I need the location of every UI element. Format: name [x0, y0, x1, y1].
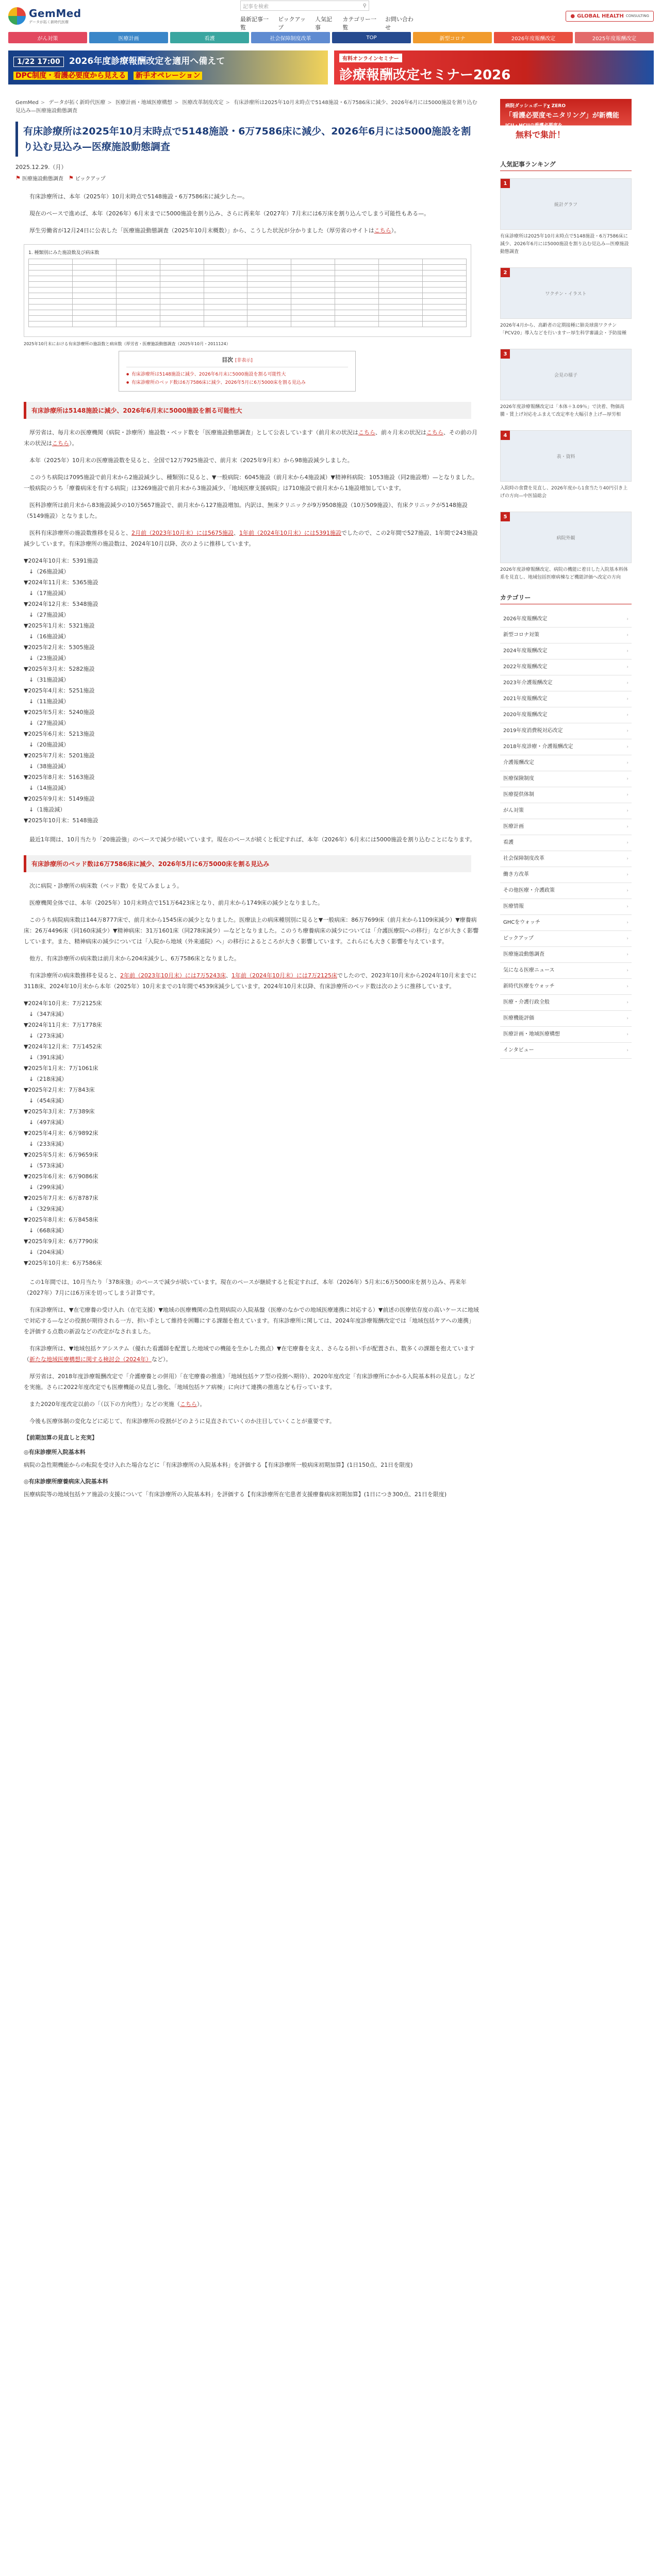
ranking-thumbnail — [500, 512, 632, 563]
cat-nav-item[interactable]: 2026年度報酬改定 — [494, 32, 573, 43]
category-label: 医療情報 — [503, 904, 524, 909]
paragraph: 他方、有床診療所の病床数は前月末から204床減少し、6万7586床となりました。 — [29, 955, 240, 962]
related-item-title: ◎有床診療所療養病床入院基本料 — [24, 1478, 108, 1485]
site-header — [0, 0, 662, 32]
chevron-right-icon: › — [626, 649, 628, 654]
chevron-right-icon: › — [626, 936, 628, 941]
breadcrumb-current: 有床診療所は2025年10月末時点で5148施設・6万7586床に減少、2026年6月には5000施設を割り込む見込み—医療施設動態調査 — [15, 100, 477, 114]
paragraph: 有床診療所は、▼地域包括ケアシステム（優れた看護師を配置した地域での機能を生かした拠点）▼在宅療養を支え、さらなる担い手が配置され、数多くの課題を抱えています（新たな地域医療構想に関する検討会（2024年）など）。 — [24, 1345, 475, 1363]
article-main — [15, 99, 479, 1506]
ranking-title: 入院時の食費を見直し、2026年度から1食当たり40円引き上げの方向—中医協総会 — [500, 486, 628, 499]
bed-trend-row: ▼2024年12月末：7万1452床 — [24, 1043, 102, 1050]
category-label: 2023年介護報酬改定 — [503, 680, 553, 686]
bed-trend-row: ▼2024年11月末：7万1778床 — [24, 1022, 102, 1028]
paragraph: 本年（2025年）10月末の医療施設数を見ると、全国で12万7925施設で、前月末（2025年9月末）から98施設減少しました。 — [29, 457, 353, 464]
site-logo[interactable] — [8, 7, 117, 25]
chevron-right-icon: › — [626, 728, 628, 734]
category-label: 医療保険制度 — [503, 776, 534, 782]
paragraph: 現在のペースで進めば、本年（2026年）6月末までに5000施設を割り込み、さらに再来年（2027年）7月末には6万床を割り込んでしまう可能性もある—。 — [29, 210, 430, 217]
category-label: 気になる医療ニュース — [503, 968, 555, 973]
category-list-item[interactable] — [500, 675, 632, 691]
cat-nav-item[interactable]: 社会保障制度改革 — [251, 32, 330, 43]
facility-trend-diff: ↓（26施設減） — [29, 568, 70, 575]
facility-trend-row: ▼2024年10月末：5391施設 — [24, 557, 98, 564]
category-list-item[interactable] — [500, 803, 632, 819]
chevron-right-icon: › — [626, 872, 628, 877]
category-heading: カテゴリー — [500, 593, 632, 604]
promo-banners — [0, 44, 662, 91]
paragraph: 医科有床診療所の施設数推移を見ると、2月前（2023年10月末）には5675施設、1年前（2024年10月末）には5391施設でしたので、この2年間で527施設、1年間で243施設減少しています。有床診療所の施設数は、2024年10月以降、次のように推移しています。 — [24, 530, 478, 547]
nav-pickup[interactable]: ピックアップ — [278, 16, 306, 31]
facility-trend-diff: ↓（27施設減） — [29, 612, 70, 618]
paragraph: 厚生労働省が12月24日に公表した「医療施設動態調査（2025年10月末概数）」から、こうした状況が分かりました（厚労省のサイトはこちら）。 — [29, 227, 400, 234]
chevron-right-icon: › — [626, 713, 628, 718]
category-label: がん対策 — [503, 808, 524, 814]
category-list-item[interactable] — [500, 643, 632, 659]
bed-trend-row: ▼2025年6月末：6万9086床 — [24, 1173, 98, 1180]
search-icon[interactable]: ⚲ — [362, 3, 367, 9]
nav-contact[interactable]: お問い合わせ — [385, 16, 413, 31]
post-date: 2025.12.29.（月） — [15, 164, 67, 171]
logo-title: GemMed — [29, 7, 81, 20]
tag-label: 医療施設動態調査 — [22, 176, 63, 182]
paragraph: 有床診療所の病床数推移を見ると、2年前（2023年10月末）には7万5243床、1年前（2024年10月末）には7万2125床でしたので、2023年10月末から2024年10月末までに3118床、2024年10月末から本年（2025年）10月末までの1年間で4539床減少しています。2024年10月末以降、有床診療所のベッド数は次のように推移しています。 — [24, 972, 477, 990]
category-label: 2020年度報酬改定 — [503, 712, 548, 718]
chevron-right-icon: › — [626, 952, 628, 957]
nav-latest[interactable]: 最新記事一覧 — [240, 16, 269, 31]
category-label: GHCをウォッチ — [503, 920, 540, 925]
bed-trend-diff: ↓（573床減） — [29, 1162, 68, 1169]
category-label: 2021年度報酬改定 — [503, 696, 548, 702]
facility-trend-diff: ↓（16施設減） — [29, 633, 70, 640]
paragraph: 病院の急性期機能からの転院を受け入れた場合などに「有床診療所の入院基本料」を評価する【有床診療所一般病床初期加算】(1日150点、21日を限度) — [24, 1462, 413, 1468]
bed-trend-row: ▼2025年1月末：7万1061床 — [24, 1065, 98, 1072]
category-label: 2024年度報酬改定 — [503, 648, 548, 654]
banner-date: 1/22 17:00 — [13, 57, 64, 67]
category-list-item[interactable] — [500, 1043, 632, 1059]
bed-trend-diff: ↓（497床減） — [29, 1119, 68, 1126]
bed-trend-row: ▼2025年9月末：6万7790床 — [24, 1238, 98, 1245]
facility-trend-diff: ↓（14施設減） — [29, 785, 70, 791]
tag-list — [15, 174, 479, 182]
tag-icon: ⚑ — [15, 175, 21, 181]
paragraph: 医療病院等の地域包括ケア施設の支援について「有床診療所の入院基本料」を評価する【有床診療所在宅患者支援療養病床初期加算】(1日につき300点、21日を限度) — [24, 1491, 447, 1498]
prev3-month-link[interactable]: こちら — [52, 440, 69, 447]
category-label: 新時代医療をウォッチ — [503, 984, 555, 989]
nav-categories[interactable]: カテゴリー一覧 — [342, 16, 376, 31]
category-label: 医療提供体制 — [503, 792, 534, 798]
facility-trend-diff: ↓（38施設減） — [29, 763, 70, 770]
chevron-right-icon: › — [626, 617, 628, 622]
facility-trend-row: ▼2025年8月末：5163施設 — [24, 774, 95, 781]
breadcrumb-item[interactable]: 医療計画・地域医療構想 — [115, 100, 172, 106]
ranking-thumbnail — [500, 430, 632, 482]
category-list-item[interactable] — [500, 899, 632, 915]
cat-nav-item[interactable]: がん対策 — [8, 32, 87, 43]
chevron-right-icon: › — [626, 904, 628, 909]
bed-trend-diff: ↓（273床減） — [29, 1032, 68, 1039]
category-list-item[interactable] — [500, 883, 632, 899]
banner-subtitle — [13, 70, 323, 80]
banner-sub-a: DPC制度・看護必要度から見える — [13, 72, 128, 80]
category-label: インタビュー — [503, 1047, 534, 1053]
bed-trend-diff: ↓（454床減） — [29, 1097, 68, 1104]
bed-trend-list — [15, 998, 479, 1268]
ranking-thumbnail — [500, 267, 632, 319]
category-list-item[interactable] — [500, 963, 632, 979]
sidebar-banner-badge: ICU・HCUの看護必要度を — [505, 123, 562, 128]
breadcrumb-item[interactable]: 医療改革制度改定 — [182, 100, 224, 106]
category-nav — [0, 32, 662, 44]
facility-trend-row: ▼2025年10月末：5148施設 — [24, 817, 98, 824]
category-list-item[interactable] — [500, 915, 632, 931]
chevron-right-icon: › — [626, 856, 628, 861]
category-label: 2026年度報酬改定 — [503, 616, 548, 622]
bed-trend-row: ▼2025年5月末：6万9659床 — [24, 1151, 98, 1158]
tag-link[interactable] — [15, 174, 63, 182]
global-health-link[interactable] — [566, 11, 654, 22]
facility-trend-row: ▼2025年4月末：5251施設 — [24, 687, 95, 694]
bed-trend-diff: ↓（218床減） — [29, 1076, 68, 1082]
category-label: 2022年度報酬改定 — [503, 664, 548, 670]
chevron-right-icon: › — [626, 792, 628, 798]
breadcrumb-item[interactable]: データが拓く新時代医療 — [48, 100, 106, 106]
ranking-number: 2 — [501, 268, 510, 277]
category-label: 医療機能評価 — [503, 1015, 534, 1021]
facility-trend-diff: ↓（20施設減） — [29, 741, 70, 748]
prev-month-link[interactable]: こちら — [358, 429, 375, 436]
category-list-item[interactable] — [500, 771, 632, 787]
cat-nav-item[interactable]: 医療計画 — [89, 32, 168, 43]
ranking-title: 有床診療所は2025年10月末時点で5148施設・6万7586床に減少、2026年6月には5000施設を割り込む見込み—医療施設動態調査 — [500, 234, 629, 255]
category-list-item[interactable] — [500, 979, 632, 995]
banner-sub-b: 新手オペレーション — [134, 72, 202, 80]
bed-trend-row: ▼2025年10月末：6万7586床 — [24, 1260, 102, 1266]
ranking-title: 2026年度診療報酬改定は「本体＋3.09％」で決着、物価高騰・賃上げ対応をふまえて改定率を大幅引き上げ—厚労相 — [500, 404, 624, 417]
thumbnail-label: 病院外観 — [556, 535, 575, 541]
ranking-thumbnail — [500, 349, 632, 400]
tag-link[interactable] — [69, 174, 106, 182]
category-label: 医療・介護行政全般 — [503, 999, 550, 1005]
ranking-number: 5 — [501, 512, 510, 521]
ranking-item[interactable] — [500, 430, 632, 500]
prev2-month-link[interactable]: こちら — [426, 429, 443, 436]
chevron-right-icon: › — [626, 824, 628, 829]
bed-trend-row: ▼2024年10月末：7万2125床 — [24, 1000, 102, 1007]
category-label: 介護報酬改定 — [503, 760, 534, 766]
related-heading: 【前期加算の見直しと充実】 — [24, 1434, 97, 1441]
nav-popular[interactable]: 人気記事 — [315, 16, 333, 31]
bed-trend-diff: ↓（299床減） — [29, 1184, 68, 1191]
section-heading-facilities: 有床診療所は5148施設に減少、2026年6月末に5000施設を割る可能性大 — [24, 402, 471, 419]
ranking-item[interactable] — [500, 349, 632, 419]
sidebar — [500, 99, 632, 1506]
thumbnail-label: 統計グラフ — [554, 202, 577, 208]
logo-mark — [8, 7, 26, 25]
bed-trend-diff: ↓（233床減） — [29, 1141, 68, 1147]
chevron-right-icon: › — [626, 840, 628, 845]
category-list-item[interactable] — [500, 1011, 632, 1027]
ranking-number: 1 — [501, 179, 510, 188]
global-health-label: GLOBAL HEALTH — [577, 13, 624, 19]
category-list-item[interactable] — [500, 659, 632, 675]
chevron-right-icon: › — [626, 665, 628, 670]
chevron-right-icon: › — [626, 968, 628, 973]
category-list-item[interactable] — [500, 628, 632, 643]
facility-trend-row: ▼2025年3月末：5282施設 — [24, 666, 95, 672]
facility-trend-row: ▼2025年6月末：5213施設 — [24, 731, 95, 737]
related-item-title: ◎有床診療所入院基本料 — [24, 1449, 86, 1455]
category-label: 2019年度消費税対応改定 — [503, 728, 563, 734]
sidebar-banner-title: 「看護必要度モニタリング」が新機能 — [505, 112, 619, 120]
category-list-item[interactable] — [500, 707, 632, 723]
paragraph: また2020年度改定以前の「（以下の方向性）」などの実施（こちら）。 — [29, 1401, 206, 1408]
bed-trend-diff: ↓（347床減） — [29, 1011, 68, 1018]
facility-trend-diff: ↓（11施設減） — [29, 698, 70, 705]
paragraph: 有床診療所は、▼在宅療養の受け入れ（在宅支援）▼地域の医療機関の急性期病院の入院基盤（医療のなかでの地域医療連携に対応する）▼前述の医療依存度の高いケースに地域で対応する—などの役割が期待される一方、担い手として維持を困難にする課題を抱えています。有床診療所に関しては、2024年度診療報酬改定では「地域包括ケアへの連携」を評価する点数の新設などの改定がなされました。 — [24, 1307, 479, 1335]
reference-link[interactable]: こちら — [180, 1401, 197, 1408]
chevron-right-icon: › — [626, 697, 628, 702]
chevron-right-icon: › — [626, 1000, 628, 1005]
ranking-number: 3 — [501, 349, 510, 359]
facility-trend-row: ▼2025年1月末：5321施設 — [24, 622, 95, 629]
cat-nav-item[interactable]: 新型コロナ — [413, 32, 492, 43]
ranking-item[interactable] — [500, 512, 632, 582]
search-input[interactable]: 記事を検索 — [243, 4, 269, 10]
category-list-item[interactable] — [500, 835, 632, 851]
facility-trend-diff: ↓（1施設減） — [29, 806, 66, 813]
category-list-item[interactable] — [500, 819, 632, 835]
category-list-item[interactable] — [500, 739, 632, 755]
ranking-item[interactable] — [500, 267, 632, 337]
thumbnail-label: 表・資料 — [556, 454, 575, 460]
paragraph: この1年間では、10月当たり「378床強」のペースで減少が続いています。現在のペースが継続すると仮定すれば、本年（2026年）5月末に6万5000床を割り込み、再来年（2027年）7月には6万床を切ってしまう計算です。 — [24, 1279, 467, 1296]
bed-trend-row: ▼2025年3月末：7万389床 — [24, 1108, 95, 1115]
toc-item[interactable]: ● 有床診療所は5148施設に減少、2026年6月末に5000施設を割る可能性大 — [126, 370, 348, 379]
chevron-right-icon: › — [626, 1032, 628, 1037]
history-link[interactable]: 2年前（2023年10月末）には7万5243床 — [120, 972, 226, 979]
category-list-item[interactable] — [500, 867, 632, 883]
category-list-item[interactable] — [500, 787, 632, 803]
seminar-banner-left[interactable] — [8, 50, 328, 84]
cat-nav-item[interactable]: TOP — [332, 32, 411, 43]
bed-trend-diff: ↓（204床減） — [29, 1249, 68, 1256]
bed-trend-row: ▼2025年4月末：6万9892床 — [24, 1130, 98, 1137]
bed-trend-diff: ↓（391床減） — [29, 1054, 68, 1061]
facility-trend-row: ▼2025年2月末：5305施設 — [24, 644, 95, 651]
banner-title: 2026年度診療報酬改定を適用へ備えて — [69, 56, 225, 66]
tag-label: ピックアップ — [75, 176, 106, 182]
ranking-thumbnail — [500, 178, 632, 230]
facility-trend-row: ▼2024年11月末：5365施設 — [24, 579, 98, 586]
dashboard-banner[interactable] — [500, 99, 632, 143]
bed-trend-row: ▼2025年7月末：6万8787床 — [24, 1195, 98, 1201]
toc-toggle[interactable]: [非表示] — [235, 358, 253, 363]
facility-trend-row: ▼2024年12月末：5348施設 — [24, 601, 98, 607]
cat-nav-item[interactable]: 看護 — [170, 32, 249, 43]
paragraph: このうち病院病床数は144万8777床で、前月末から1545床の減少となりました。医療法上の病床種別別に見ると▼一般病床：86万7699床（前月末から1109床減少）▼療養病床：26万4496床（同160床減少）▼精神病床：31万1601床（同278床減少）—などとなりました。このうち療養病床の減少については「介護医療院への移行」などが大きく影響しています。また、精神病床の減少については「入院から地域（外来通院）へ」の移行によるところが大きく影響しています。これらにも大きく影響を与えています。 — [24, 917, 479, 945]
category-label: 社会保障制度改革 — [503, 856, 544, 861]
ranking-list — [500, 178, 632, 582]
facility-trend-row: ▼2025年9月末：5149施設 — [24, 795, 95, 802]
ranking-title: 2026年4月から、高齢者の定期接種に肺炎球菌ワクチン「PCV20」導入などを行いますー厚生科学審議会・予防接種 — [500, 323, 627, 336]
study-link[interactable]: 新たな地域医療構想に関する検討会（2024年） — [29, 1356, 152, 1363]
category-label: 医療施設動態調査 — [503, 952, 544, 957]
paragraph: 厚労省は、2018年度診療報酬改定で「介護療養との併用）「在宅療養の推進）「地域包括ケア型の役割へ期待）、2020年度改定「有床診療所にかかる入院基本料の見直し」などを実施。さらに2022年度改定でも医療機能の見直し強化、「地域包括ケア病棟」に向けて連携の推進なども行っています。 — [24, 1373, 475, 1391]
ranking-item[interactable] — [500, 178, 632, 256]
paragraph: 有床診療所は、本年（2025年）10月末時点で5148施設・6万7586床に減少した—。 — [29, 193, 248, 200]
bed-trend-diff: ↓（668床減） — [29, 1227, 68, 1234]
breadcrumb: GemMed > データが拓く新時代医療 > 医療計画・地域医療構想 > 医療改革制度改定 > 有床診療所は2025年10月末時点で5148施設・6万7586床に減少、2026年6月には5000施設を割り込む見込み—医療施設動態調査 — [15, 100, 477, 114]
figure-title: 1. 種類別にみた施設数及び病床数 — [28, 250, 100, 256]
search-area — [240, 1, 416, 31]
paragraph: 医科診療所は前月末から83施設減少の10万5657施設で、前月末から127施設増加。内訳は、無床クリニックが9万9508施設（10万509施設）、有床クリニックが5148施設（5149施設）となりました。 — [24, 502, 468, 519]
seminar-banner-right[interactable] — [334, 50, 654, 84]
paragraph: 医療機関全体では、本年（2025年）10月末時点で151万6423床となり、前月末から1749床の減少となりました。 — [29, 900, 323, 906]
sidebar-banner-free: 無料で集計！ — [516, 130, 566, 140]
category-label: 医療計画 — [503, 824, 524, 829]
chevron-right-icon: › — [626, 984, 628, 989]
facility-trend-diff: ↓（17施設減） — [29, 590, 70, 597]
paragraph: 次に病院・診療所の病床数（ベッド数）を見てみましょう。 — [29, 883, 183, 889]
chevron-right-icon: › — [626, 760, 628, 766]
paragraph: 厚労省は、毎月末の医療機関（病院・診療所）施設数・ベッド数を「医療施設動態調査」として公表しています（前月末の状況はこちら、前々月末の状況はこちら、その前の月末の状況はこちら）。 — [24, 429, 477, 447]
facility-trend-diff: ↓（27施設減） — [29, 720, 70, 726]
paragraph: このうち病院は7095施設で前月末から2施設減少し、種類別に見ると、▼一般病院：6045施設（前月末から4施設減）▼精神科病院：1053施設（同2施設増）—となりました。一般病院のうち「療養病床を有する病院」は3269施設で前月末から3施設減少、「地域医療支援病院」は710施設で前月末から1施設増加しています。 — [24, 474, 478, 492]
category-label: 新型コロナ対策 — [503, 632, 539, 638]
facility-trend-list — [15, 555, 479, 826]
statistics-table — [28, 259, 467, 327]
chevron-right-icon: › — [626, 920, 628, 925]
table-of-contents — [119, 351, 356, 392]
category-label: ピックアップ — [503, 936, 534, 941]
paragraph: 今後も医療体制の変化などに応じて、有床診療所の役割がどのように見直されていくのか注目していくことが重要です。 — [29, 1418, 335, 1425]
top-nav — [240, 15, 416, 31]
category-list-item[interactable] — [500, 947, 632, 963]
global-health-icon: ● — [570, 13, 575, 19]
banner-right-title: 診療報酬改定セミナー2026 — [339, 67, 511, 83]
statistics-figure — [24, 244, 471, 337]
logo-subtitle: データが拓く新時代医療 — [29, 20, 69, 24]
bed-trend-diff: ↓（329床減） — [29, 1206, 68, 1212]
thumbnail-label: ワクチン・イラスト — [545, 291, 587, 297]
section-heading-beds: 有床診療所のベッド数は6万7586床に減少、2026年5月に6万5000床を割る見込み — [24, 855, 471, 872]
tag-icon: ⚑ — [68, 175, 74, 181]
category-label: 2018年度診療・介護報酬改定 — [503, 744, 573, 750]
global-health-sub: CONSULTING — [625, 14, 649, 18]
thumbnail-label: 会見の様子 — [554, 372, 577, 378]
category-list-item[interactable] — [500, 612, 632, 628]
cat-nav-item[interactable]: 2025年度報酬改定 — [575, 32, 654, 43]
chevron-right-icon: › — [626, 1016, 628, 1021]
category-list-item[interactable] — [500, 851, 632, 867]
facility-trend-row: ▼2025年5月末：5240施設 — [24, 709, 95, 716]
history-link[interactable]: 1年前（2024年10月末）には5391施設 — [239, 530, 341, 536]
category-list-item[interactable] — [500, 995, 632, 1011]
toc-item[interactable]: ● 有床診療所のベッド数は6万7586床に減少、2026年5月に6万5000床を割る見込み — [126, 379, 348, 387]
search-box[interactable] — [240, 1, 369, 11]
ranking-title: 2026年度診療報酬改定、病院の機能に着目した入院基本料体系を見直し、地域包括医療病棟など機能評価へ改定の方向 — [500, 567, 628, 580]
category-list-item[interactable] — [500, 723, 632, 739]
sidebar-banner-top: 病院ダッシュボードχ ZERO — [505, 104, 566, 109]
facility-trend-diff: ↓（31施設減） — [29, 676, 70, 683]
toc-heading: 目次 [非表示] — [126, 355, 348, 367]
history-link[interactable]: 1年前（2024年10月末）には7万2125床 — [231, 972, 337, 979]
paragraph: 最近1年間は、10月当たり「20施設強」のペースで減少が続いています。現在のペースが続くと仮定すれば、本年（2026年）6月末には5000施設を割り込むことになります。 — [29, 836, 476, 843]
article-title: 有床診療所は2025年10月末時点で5148施設・6万7586床に減少、2026年6月には5000施設を割り込む見込み—医療施設動態調査 — [15, 122, 479, 157]
figure-caption: 2025年10月末における有床診療所の施設数と病床数（厚労省・医療施設動態調査（2025年10月・2011124） — [24, 342, 230, 346]
chevron-right-icon: › — [626, 888, 628, 893]
category-label: その他医療・介護政策 — [503, 888, 555, 893]
category-list — [500, 612, 632, 1059]
category-label: 看護 — [503, 840, 514, 845]
bed-trend-row: ▼2025年8月末：6万8458床 — [24, 1216, 98, 1223]
category-list-item[interactable] — [500, 931, 632, 947]
category-label: 働き方改革 — [503, 872, 529, 877]
facility-trend-diff: ↓（23施設減） — [29, 655, 70, 662]
banner-right-top: 有料オンラインセミナー — [339, 54, 402, 62]
chevron-right-icon: › — [626, 808, 628, 814]
category-list-item[interactable] — [500, 755, 632, 771]
chevron-right-icon: › — [626, 744, 628, 750]
category-list-item[interactable] — [500, 1027, 632, 1043]
chevron-right-icon: › — [626, 1048, 628, 1053]
bed-trend-row: ▼2025年2月末：7万843床 — [24, 1087, 95, 1093]
chevron-right-icon: › — [626, 776, 628, 782]
category-list-item[interactable] — [500, 691, 632, 707]
ranking-heading: 人気記事ランキング — [500, 160, 632, 171]
facility-trend-row: ▼2025年7月末：5201施設 — [24, 752, 95, 759]
ranking-number: 4 — [501, 431, 510, 440]
breadcrumb-item[interactable]: GemMed — [15, 100, 39, 106]
history-link[interactable]: 2月前（2023年10月末）には5675施設 — [131, 530, 234, 536]
chevron-right-icon: › — [626, 681, 628, 686]
category-label: 医療計画・地域医療構想 — [503, 1031, 560, 1037]
chevron-right-icon: › — [626, 633, 628, 638]
source-link[interactable]: こちら — [374, 227, 391, 234]
